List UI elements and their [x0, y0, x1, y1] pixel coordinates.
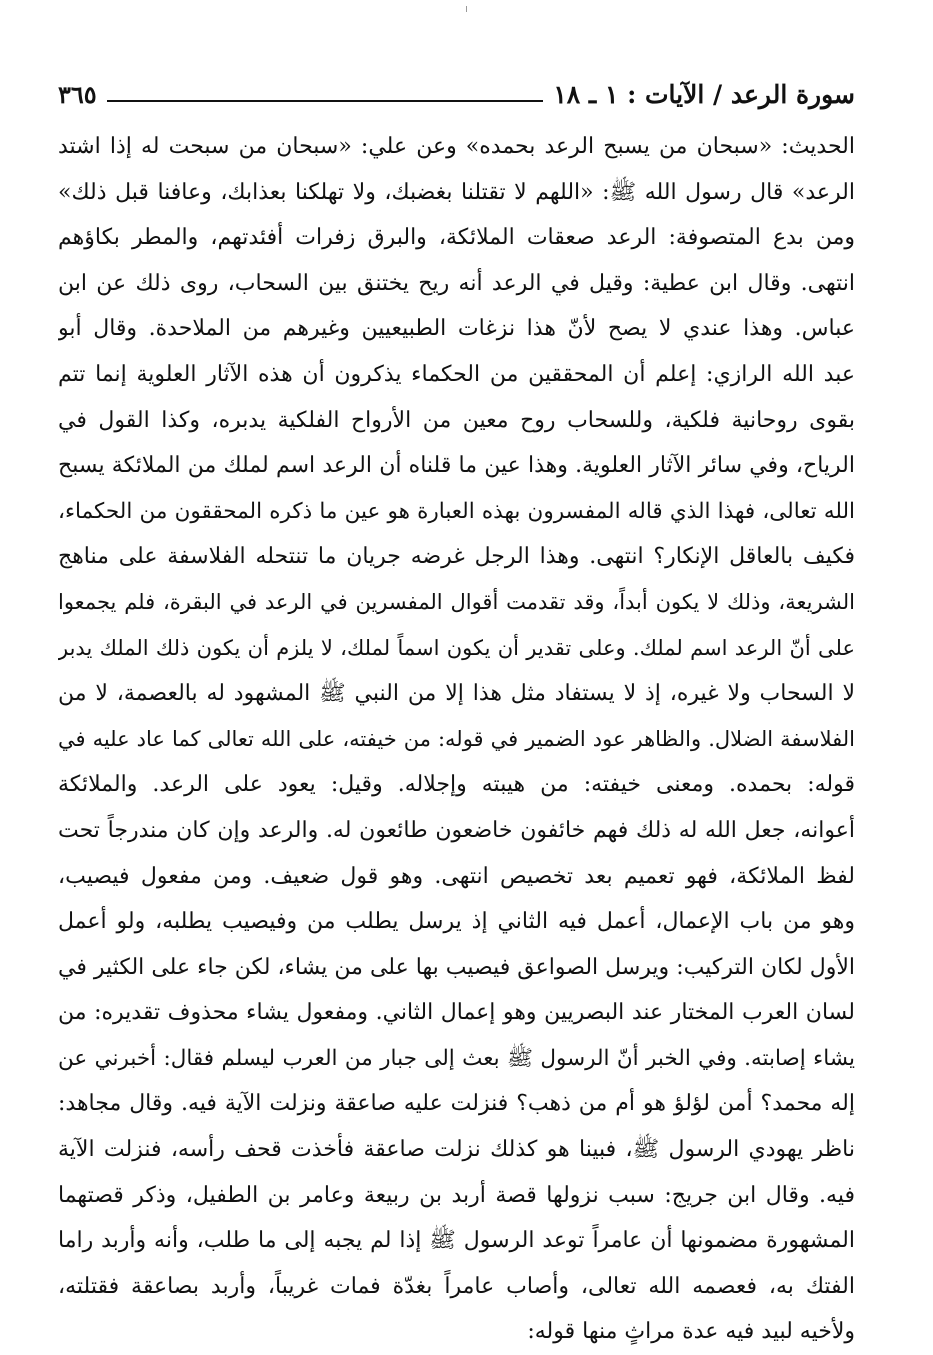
- text-line: لفظ الملائكة، فهو تعميم بعد تخصيص انتهى. وهو قول ضعيف. ومن مفعول فيصيب،: [58, 863, 855, 889]
- text-line: فيه. وقال ابن جريج: سبب نزولها قصة أربد بن ربيعة وعامر بن الطفيل، وذكر قصتهما: [58, 1182, 855, 1208]
- running-header-title: سورة الرعد / الآيات : ١ ـ ١٨: [553, 80, 855, 109]
- text-line: الفتك به، فعصمه الله تعالى، وأصاب عامراً بغدّة فمات غريباً، وأربد بصاعقة فقتلته،: [58, 1273, 855, 1299]
- text-line: قوله: بحمده. ومعنى خيفته: من هيبته وإجلاله. وقيل: يعود على الرعد. والملائكة: [58, 772, 855, 798]
- text-line: انتهى. وقال ابن عطية: وقيل في الرعد أنه ريح يختنق بين السحاب، روى ذلك عن ابن: [58, 270, 855, 296]
- text-line: فكيف بالعاقل الإنكار؟ انتهى. وهذا الرجل غرضه جريان ما تنتحله الفلاسفة على مناهج: [58, 544, 855, 570]
- text-line: ولأخيه لبيد فيه عدة مراثٍ منها قوله:: [527, 1319, 855, 1345]
- text-line: الرياح، وفي سائر الآثار العلوية. وهذا عين ما قلناه أن الرعد اسم لملك من الملائكة يسبح: [58, 453, 855, 479]
- text-line: بقوى روحانية فلكية، وللسحاب روح معين من الأرواح الفلكية يدبره، وكذا القول في: [58, 407, 855, 433]
- text-line: يشاء إصابته. وفي الخبر أنّ الرسول ﷺ بعث إلى جبار من العرب ليسلم فقال: أخبرني عن: [58, 1045, 855, 1071]
- text-line: لسان العرب المختار عند البصريين وهو إعمال الثاني. ومفعول يشاء محذوف تقديره: من: [58, 1000, 855, 1026]
- header-rule: [107, 100, 544, 102]
- text-line: عباس. وهذا عندي لا يصح لأنّ هذا نزغات الطبيعيين وغيرهم من الملاحدة. وقال أبو: [58, 316, 855, 342]
- text-line: المشهورة مضمونها أن عامراً توعد الرسول ﷺ إذا لم يجبه إلى ما طلب، وأنه وأربد راما: [58, 1228, 855, 1254]
- text-line: ناظر يهودي الرسول ﷺ، فبينا هو كذلك نزلت صاعقة فأخذت قحف رأسه، فنزلت الآية: [58, 1137, 855, 1163]
- text-line: لا السحاب ولا غيره، إذ لا يستفاد مثل هذا إلا من النبي ﷺ المشهود له بالعصمة، لا من: [58, 681, 855, 707]
- text-line: وهو من باب الإعمال، أعمل فيه الثاني إذ يرسل يطلب من وفيصيب يطلبه، ولو أعمل: [58, 909, 855, 935]
- text-line: على أنّ الرعد اسم لملك. وعلى تقدير أن يكون اسماً لملك، لا يلزم أن يكون ذلك الملك يدبر: [58, 635, 855, 660]
- text-line: عبد الله الرازي: إعلم أن المحققين من الحكماء يذكرون أن هذه الآثار العلوية إنما تتم: [58, 361, 855, 387]
- text-line: الأول لكان التركيب: ويرسل الصواعق فيصيب بها على من يشاء، لكن جاء على الكثير في: [58, 954, 855, 980]
- scan-mark: [466, 6, 467, 12]
- text-line: الله تعالى، فهذا الذي قاله المفسرون بهذه العبارة هو عين ما ذكره المحققون من الحكماء،: [58, 498, 855, 524]
- text-line: الشريعة، وذلك لا يكون أبداً، وقد تقدمت أقوال المفسرين في الرعد في البقرة، فلم يجمعوا: [58, 589, 855, 614]
- text-line: الرعد» قال رسول الله ﷺ: «اللهم لا تقتلنا بغضبك، ولا تهلكنا بعذابك، وعافنا قبل ذلك»: [58, 179, 855, 205]
- body-text: [58, 124, 855, 1355]
- text-line: الحديث: «سبحان من يسبح الرعد بحمده» وعن علي: «سبحان من سبحت له إذا اشتد: [58, 134, 855, 159]
- text-line: ومن بدع المتصوفة: الرعد صعقات الملائكة، والبرق زفرات أفئدتهم، والمطر بكاؤهم: [58, 225, 855, 251]
- running-header: [58, 70, 855, 110]
- page-number: ٣٦٥: [58, 80, 97, 109]
- text-line: أعوانه، جعل الله له ذلك فهم خائفون خاضعون طائعون له. والرعد وإن كان مندرجاً تحت: [58, 817, 855, 843]
- text-line: إله محمد؟ أمن لؤلؤ هو أم من ذهب؟ فنزلت عليه صاعقة ونزلت الآية فيه. وقال مجاهد:: [58, 1091, 855, 1117]
- text-line: الفلاسفة الضلال. والظاهر عود الضمير في قوله: من خيفته، على الله تعالى كما عاد عليه في: [58, 726, 855, 751]
